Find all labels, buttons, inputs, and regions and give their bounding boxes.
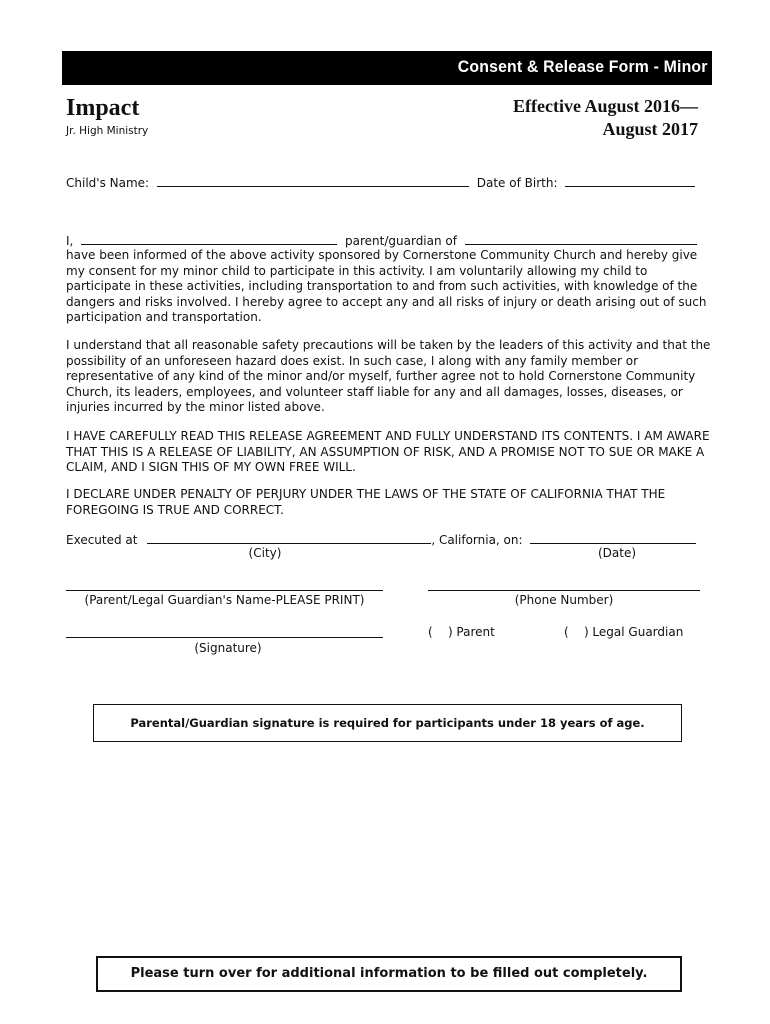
child-info-row <box>66 174 695 190</box>
ministry-name: Impact <box>66 95 140 121</box>
form-title: Consent & Release Form - Minor <box>458 57 708 76</box>
header-banner <box>62 51 712 85</box>
signature-required-notice: Parental/Guardian signature is required for participants under 18 years of age. <box>93 704 682 742</box>
executed-at-label: Executed at <box>66 533 138 547</box>
parent-guardian-of-label: parent/guardian of <box>345 234 457 248</box>
guardian-name-caption: (Parent/Legal Guardian's Name-PLEASE PRINT) <box>84 593 365 607</box>
dob-label: Date of Birth: <box>476 176 558 190</box>
effective-line-1: Effective August 2016— <box>513 96 698 116</box>
effective-dates <box>513 95 698 141</box>
minor-name-inline-field[interactable] <box>465 232 697 245</box>
date-field[interactable] <box>530 531 696 544</box>
release-paragraph: I HAVE CAREFULLY READ THIS RELEASE AGREEMENT AND FULLY UNDERSTAND ITS CONTENTS. I AM AWARE THAT THIS IS A RELEASE OF LIABILITY, AN ASSUMPTION OF RISK, AND A PROMISE NOT TO SUE OR MAKE A CLAIM, AND I SIGN THIS OF MY OWN FREE WILL. <box>66 429 710 475</box>
phone-number-line[interactable] <box>428 590 700 591</box>
date-caption: (Date) <box>597 546 637 560</box>
city-caption: (City) <box>248 546 282 560</box>
consent-paragraph: have been informed of the above activity sponsored by Cornerstone Community Church and hereby give my consent for my minor child to participate in this activity. I am voluntarily allowing my child to participate in these activities, including transportation to and from such activities, with knowledge of the dangers and risks involved. I hereby agree to accept any and all risks of injury or death arising out of such participation and transportation. <box>66 248 707 325</box>
child-name-field[interactable] <box>157 174 469 187</box>
ministry-subtitle: Jr. High Ministry <box>66 125 149 137</box>
legal-guardian-checkbox[interactable]: ( ) Legal Guardian <box>564 625 684 639</box>
execution-row <box>66 531 696 547</box>
signature-line[interactable] <box>66 637 383 638</box>
perjury-paragraph: I DECLARE UNDER PENALTY OF PERJURY UNDER THE LAWS OF THE STATE OF CALIFORNIA THAT THE FOREGOING IS TRUE AND CORRECT. <box>66 487 666 517</box>
turn-over-notice: Please turn over for additional information to be filled out completely. <box>96 956 682 992</box>
guardian-statement-row <box>66 232 697 248</box>
guardian-name-line[interactable] <box>66 590 383 591</box>
parent-checkbox[interactable]: ( ) Parent <box>428 625 495 639</box>
phone-caption: (Phone Number) <box>514 593 614 607</box>
city-field[interactable] <box>147 531 431 544</box>
california-on-label: , California, on: <box>431 533 523 547</box>
child-name-label: Child's Name: <box>66 176 150 190</box>
i-label: I, <box>66 234 74 248</box>
guardian-name-inline-field[interactable] <box>81 232 337 245</box>
dob-field[interactable] <box>565 174 695 187</box>
effective-line-2: August 2017 <box>602 119 698 139</box>
precautions-paragraph: I understand that all reasonable safety precautions will be taken by the leaders of this activity and that the possibility of an unforeseen hazard does exist. In such case, I along with any family member or representative of any kind of the minor and/or myself, further agree not to hold Cornerstone Community Church, its leaders, employees, and volunteer staff liable for any and all damages, losses, diseases, or injuries incurred by the minor listed above. <box>66 338 711 415</box>
signature-caption: (Signature) <box>194 641 262 655</box>
